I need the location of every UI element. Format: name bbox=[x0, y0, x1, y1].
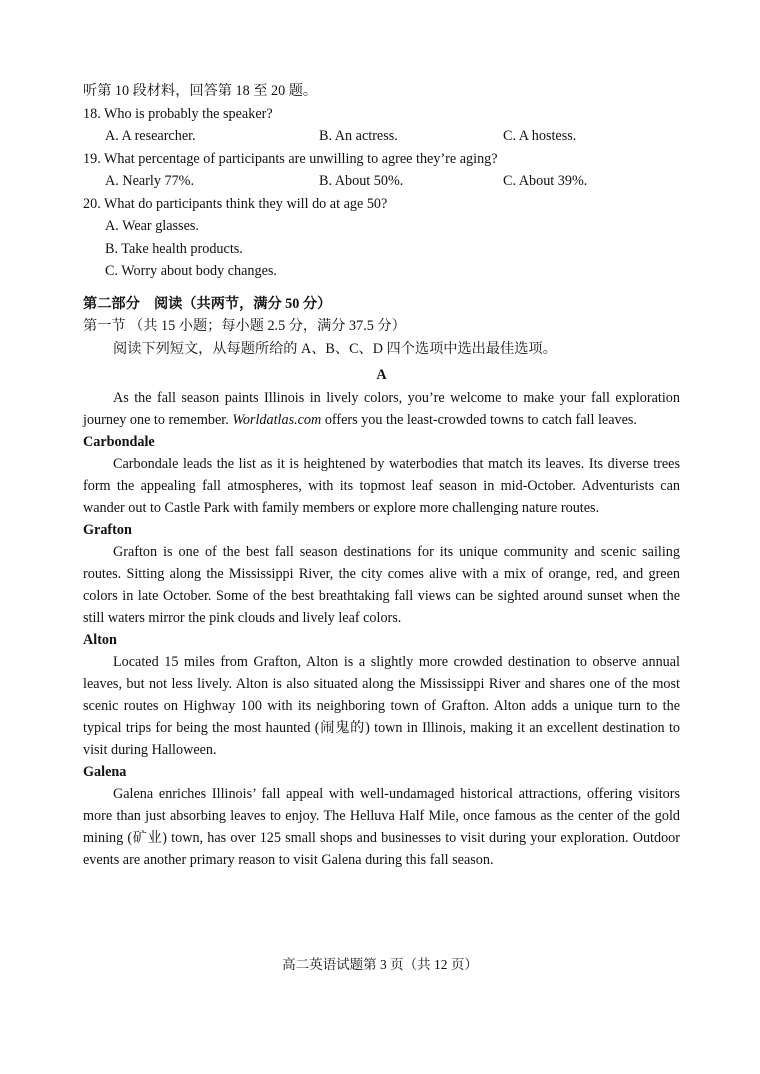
q18-option-c: C. A hostess. bbox=[503, 128, 577, 144]
exam-page bbox=[83, 80, 680, 871]
intro-site-name: Worldatlas.com bbox=[232, 411, 322, 428]
question-18-stem: 18. Who is probably the speaker? bbox=[83, 105, 273, 122]
question-20-options bbox=[83, 215, 680, 283]
question-18-options bbox=[83, 125, 680, 148]
town-text-grafton: Grafton is one of the best fall season destinations for its unique community and scenic sailing routes. Sitting along the Mississippi River, the city comes alive with a mix of orange, red, and green colors in late October. Some of the best breathtaking fall views can be sighted around sunset when the still waters mirror the pink clouds and lively leaf colors. bbox=[83, 543, 680, 626]
q19-option-c: C. About 39%. bbox=[503, 173, 588, 189]
q20-option-a: A. Wear glasses. bbox=[105, 218, 199, 234]
part-two-title: 第二部分 阅读（共两节，满分 50 分） bbox=[83, 295, 332, 312]
q20-option-b: B. Take health products. bbox=[105, 240, 243, 257]
q18-option-a: A. A researcher. bbox=[105, 128, 196, 144]
town-heading-carbondale: Carbondale bbox=[83, 433, 155, 450]
passage-intro bbox=[83, 387, 680, 431]
town-heading-alton: Alton bbox=[83, 631, 117, 648]
town-heading-galena: Galena bbox=[83, 763, 127, 780]
intro-text-before: As the fall season paints Illinois in lively colors, you’re welcome to make your fall exploration journey one to remember. bbox=[83, 389, 680, 428]
page-footer: 高二英语试题第 3 页（共 12 页） bbox=[282, 957, 478, 972]
question-19-stem: 19. What percentage of participants are unwilling to agree they’re aging? bbox=[83, 150, 498, 167]
passage-letter: A bbox=[376, 367, 387, 383]
question-20-stem: 20. What do participants think they will do at age 50? bbox=[83, 195, 388, 212]
q19-option-a: A. Nearly 77%. bbox=[105, 173, 195, 189]
q20-option-c: C. Worry about body changes. bbox=[105, 263, 277, 279]
question-19-options bbox=[83, 170, 680, 193]
town-heading-grafton: Grafton bbox=[83, 521, 132, 538]
listening-intro: 听第 10 段材料，回答第 18 至 20 题。 bbox=[83, 83, 318, 99]
q18-option-b: B. An actress. bbox=[319, 128, 398, 144]
section-one-title: 第一节 （共 15 小题；每小题 2.5 分，满分 37.5 分） bbox=[83, 318, 406, 334]
q19-option-b: B. About 50%. bbox=[319, 173, 404, 189]
town-text-galena: Galena enriches Illinois’ fall appeal with well-undamaged historical attractions, offering visitors more than just absorbing leaves to enjoy. The Helluva Half Mile, once famous as the center of the gold mining (矿业) town, has over 125 small shops and businesses to visit during your exploration. Outdoor events are another primary reason to visit Galena during this fall season. bbox=[83, 785, 680, 868]
town-text-carbondale: Carbondale leads the list as it is heightened by waterbodies that match its leaves. Its diverse trees form the appealing fall atmospheres, with its topmost leaf season in mid-October. Adventurists can wander out to Castle Park with family members or explore more challenging nature routes. bbox=[83, 455, 680, 516]
town-text-alton: Located 15 miles from Grafton, Alton is a slightly more crowded destination to observe annual leaves, but not less lively. Alton is also situated along the Mississippi River and shares one of the most scenic routes on Highway 100 with its neighboring town of Grafton. Alton adds a unique turn to the typical trips for being the most haunted (闹鬼的) town in Illinois, making it an excellent destination to visit during Halloween. bbox=[83, 653, 680, 758]
reading-instruction: 阅读下列短文，从每题所给的 A、B、C、D 四个选项中选出最佳选项。 bbox=[113, 340, 557, 357]
intro-text-after: offers you the least-crowded towns to catch fall leaves. bbox=[321, 411, 637, 428]
